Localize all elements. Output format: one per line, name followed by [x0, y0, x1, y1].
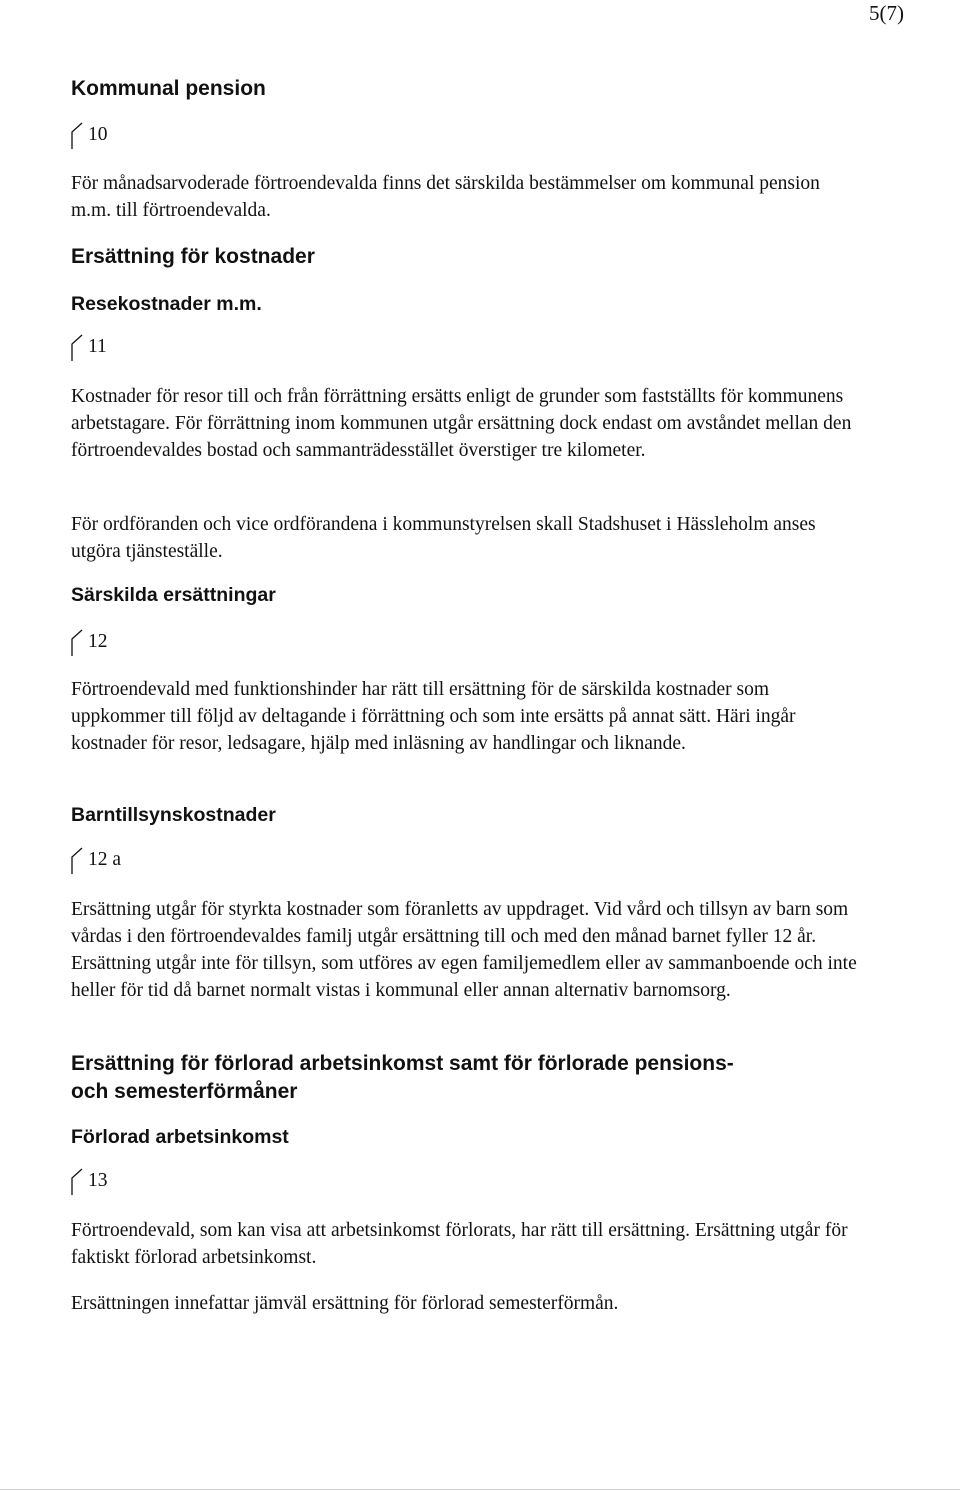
subheading-barntillsyn: Barntillsynskostnader [71, 804, 276, 826]
paragraph-text: För månadsarvoderade förtroendevalda finns det särskilda bestämmelser om kommunal pension m.m. till förtroendevalda. [71, 173, 820, 221]
section-sign-icon [71, 333, 83, 363]
heading-forlorad-line1: Ersättning för förlorad arbetsinkomst samt för förlorade pensions- [71, 1052, 734, 1075]
paragraph-number: 12 a [88, 849, 122, 870]
page-bottom-border [0, 1489, 960, 1490]
paragraph-number: 11 [88, 336, 107, 357]
section-sign-icon [71, 121, 83, 151]
paragraph-number: 10 [88, 124, 108, 145]
page-number: 5(7) [869, 1, 904, 25]
subheading-sarskilda: Särskilda ersättningar [71, 584, 276, 606]
paragraph-text: Ersättningen innefattar jämväl ersättning för förlorad semesterförmån. [71, 1293, 619, 1314]
heading-forlorad-line2: och semesterförmåner [71, 1080, 298, 1103]
paragraph-number: 13 [88, 1170, 108, 1191]
paragraph-text: Förtroendevald med funktionshinder har rätt till ersättning för de särskilda kostnader som uppkommer till följd av deltagande i förrättning och som inte ersätts på annat sätt. Häri ingår kostnader för resor, ledsagare, hjälp med inläsning av handlingar och liknande. [71, 679, 796, 754]
subheading-resekostnader: Resekostnader m.m. [71, 293, 262, 315]
subheading-forlorad-arbetsinkomst: Förlorad arbetsinkomst [71, 1126, 289, 1148]
section-sign-icon [71, 1167, 83, 1197]
heading-kommunal-pension: Kommunal pension [71, 77, 266, 100]
paragraph-text: Förtroendevald, som kan visa att arbetsinkomst förlorats, har rätt till ersättning. Ersättning utgår för faktiskt förlorad arbetsinkomst. [71, 1220, 848, 1268]
paragraph-text: Ersättning utgår för styrkta kostnader som föranletts av uppdraget. Vid vård och tillsyn av barn som vårdas i den förtroendevaldes familj utgår ersättning till och med den månad barnet fyller 12 år. Ersättning utgår inte för tillsyn, som utföres av egen familjemedlem eller av sammanboende och inte heller för tid då barnet normalt vistas i kommunal eller annan alternativ barnomsorg. [71, 899, 857, 1001]
section-sign-icon [71, 846, 83, 876]
heading-ersattning-kostnader: Ersättning för kostnader [71, 245, 315, 268]
paragraph-text: Kostnader för resor till och från förrättning ersätts enligt de grunder som fastställts för kommunens arbetstagare. För förrättning inom kommunen utgår ersättning dock endast om avståndet mellan den förtroendevaldes bostad och sammanträdesstället överstiger tre kilometer. [71, 386, 852, 461]
paragraph-number: 12 [88, 631, 108, 652]
section-sign-icon [71, 628, 83, 658]
paragraph-text: För ordföranden och vice ordförandena i kommunstyrelsen skall Stadshuset i Hässleholm anses utgöra tjänsteställe. [71, 514, 816, 562]
